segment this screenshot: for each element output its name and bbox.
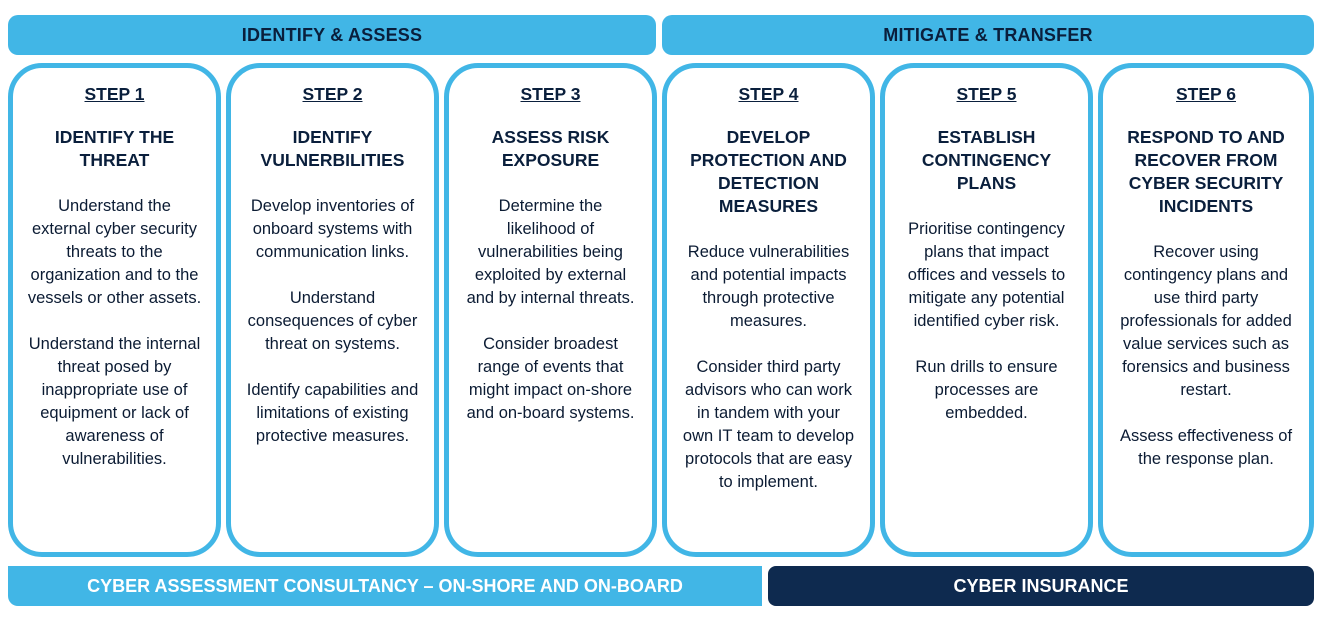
step-5-paragraph-1: Prioritise contingency plans that impact offices and vessels to mitigate any potential identified cyber risk. [907,220,1066,330]
step-2-paragraph-3: Identify capabilities and limitations of existing protective measures. [246,381,419,445]
step-2-card [226,63,439,557]
step-5-card [880,63,1093,557]
step-6-paragraph-1: Recover using contingency plans and use third party professionals for added value services such as forensics and business restart. [1120,243,1292,399]
step-5-title: ESTABLISH CONTINGENCY PLANS [921,127,1052,193]
step-3-paragraph-2: Consider broadest range of events that might impact on-shore and on-board systems. [466,335,635,422]
step-4-label: STEP 4 [738,84,799,104]
step-1-label: STEP 1 [84,84,145,104]
step-1-card [8,63,221,557]
step-6-paragraph-2: Assess effectiveness of the response plan. [1119,427,1293,468]
step-1-paragraph-1: Understand the external cyber security threats to the organization and to the vessels or other assets. [27,197,202,307]
step-5-paragraph-2: Run drills to ensure processes are embedded. [915,358,1058,422]
step-3-paragraph-1: Determine the likelihood of vulnerabilities being exploited by external and by internal threats. [466,197,635,307]
step-1-title: IDENTIFY THE THREAT [54,127,175,170]
step-1-paragraph-2: Understand the internal threat posed by inappropriate use of equipment or lack of awareness of vulnerabilities. [28,335,201,468]
step-3-label: STEP 3 [520,84,581,104]
cyber-insurance-banner: CYBER INSURANCE [768,566,1314,606]
step-4-card [662,63,875,557]
cyber-assessment-consultancy-banner: CYBER ASSESSMENT CONSULTANCY – ON-SHORE AND ON-BOARD [8,566,762,606]
step-6-label: STEP 6 [1176,84,1236,104]
identify-assess-header: IDENTIFY & ASSESS [8,15,656,55]
step-6-title: RESPOND TO AND RECOVER FROM CYBER SECURITY INCIDENTS [1127,127,1285,216]
step-6-card [1098,63,1314,557]
step-5-label: STEP 5 [956,84,1017,104]
step-3-card [444,63,657,557]
mitigate-transfer-header: MITIGATE & TRANSFER [662,15,1314,55]
step-2-label: STEP 2 [302,84,363,104]
step-2-paragraph-2: Understand consequences of cyber threat on systems. [247,289,418,353]
step-4-paragraph-1: Reduce vulnerabilities and potential impacts through protective measures. [687,243,850,330]
step-3-title: ASSESS RISK EXPOSURE [491,127,610,170]
step-4-paragraph-2: Consider third party advisors who can work in tandem with your own IT team to develop protocols that are easy to implement. [682,358,855,491]
step-2-title: IDENTIFY VULNERBILITIES [260,127,405,170]
step-4-title: DEVELOP PROTECTION AND DETECTION MEASURES [690,127,847,216]
step-2-paragraph-1: Develop inventories of onboard systems with communication links. [250,197,415,261]
